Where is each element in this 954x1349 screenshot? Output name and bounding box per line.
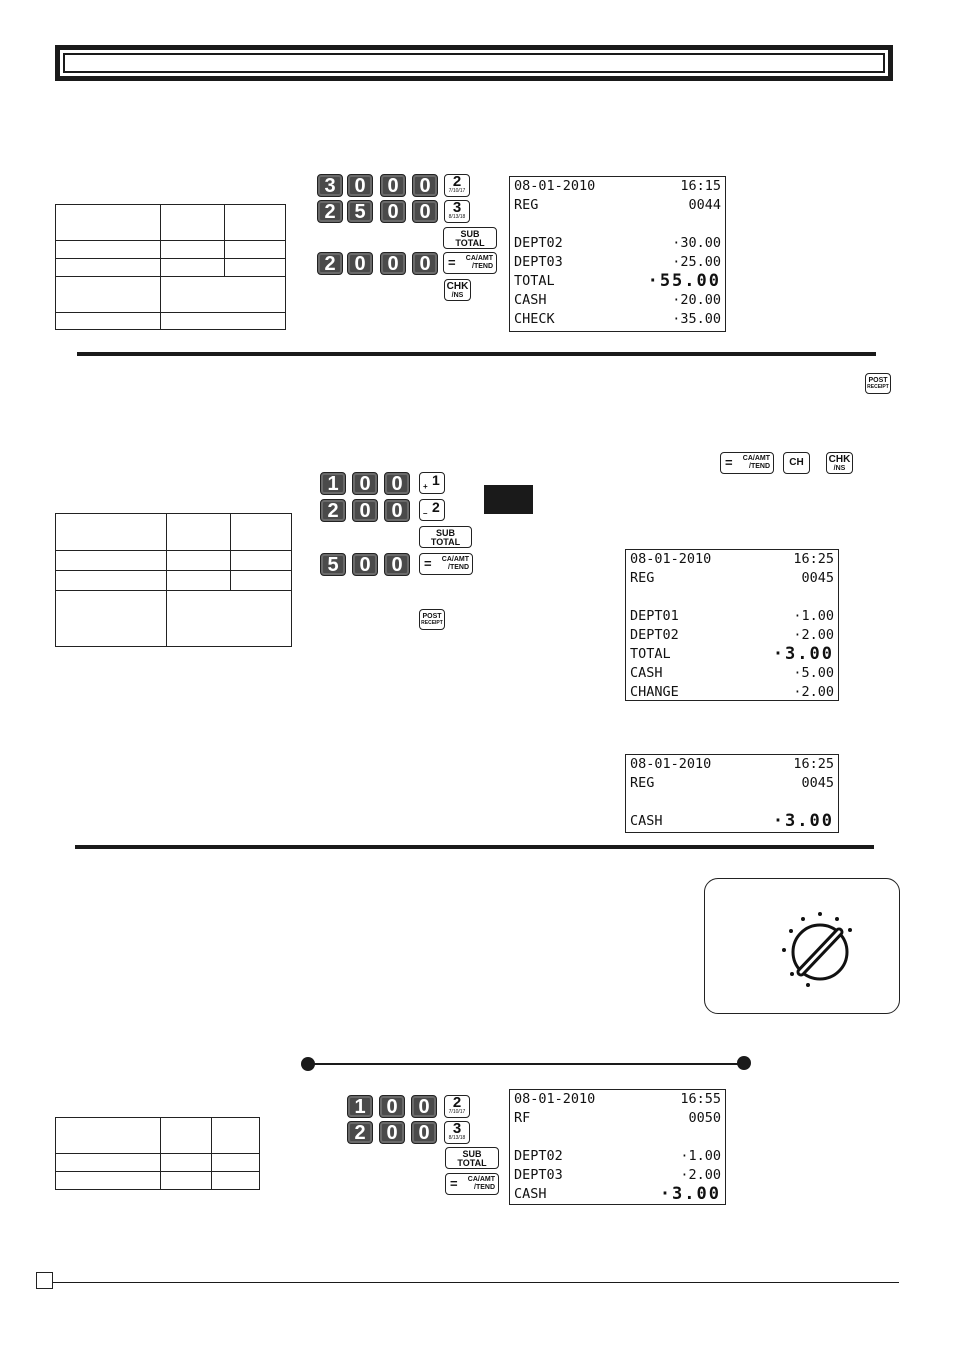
- tend-key[interactable]: = CA/AMT /TEND: [720, 452, 774, 474]
- numeric-key[interactable]: 0: [352, 499, 378, 522]
- sequence-line: [308, 1063, 744, 1065]
- post-key-bot: RECEIPT: [867, 384, 889, 390]
- tend-key-top: CA/AMT: [467, 1176, 495, 1183]
- post-key-top: POST: [422, 613, 442, 620]
- numeric-key[interactable]: 0: [347, 174, 373, 197]
- numeric-key[interactable]: 3: [317, 174, 343, 197]
- dept2-key-label: 2: [452, 173, 462, 190]
- chk-key-bot: /NS: [451, 292, 464, 299]
- dept1-key[interactable]: [419, 472, 445, 494]
- numeric-key[interactable]: 2: [320, 499, 346, 522]
- sec3-table: [55, 1117, 260, 1190]
- mode-indicator-box: [484, 485, 533, 514]
- numeric-key[interactable]: 0: [411, 1095, 437, 1118]
- dept2-key[interactable]: [444, 1095, 470, 1118]
- tend-key-bot: /TEND: [472, 263, 493, 270]
- chk-key[interactable]: [826, 452, 853, 474]
- sequence-end-dot: [737, 1056, 751, 1070]
- sec2-table: [55, 513, 292, 647]
- numeric-key[interactable]: 0: [347, 252, 373, 275]
- subtotal-key-bot: TOTAL: [457, 1158, 487, 1168]
- numeric-key[interactable]: 5: [347, 200, 373, 223]
- post-key-bot: RECEIPT: [421, 620, 443, 626]
- dept2-key-sub: –: [423, 509, 428, 518]
- dept2-key-label: 2: [452, 1094, 462, 1111]
- sec2-receipt-post: 08-01-2010 16:25 REG 0045 CASH ·3.00: [625, 754, 839, 833]
- numeric-key[interactable]: 0: [379, 1121, 405, 1144]
- mode-switch-dial-icon: [705, 879, 899, 1013]
- numeric-key[interactable]: 0: [411, 1121, 437, 1144]
- numeric-key[interactable]: 0: [380, 252, 406, 275]
- sec2-receipt-sale: 08-01-2010 16:25 REG 0045 DEPT01 ·1.00 DEPT02 ·2.00 TOTAL ·3.00 CASH ·5.00 CHANGE ·2.00: [625, 549, 839, 701]
- dept1-key-label: 1: [432, 472, 440, 488]
- dept3-key-label: 3: [452, 199, 462, 216]
- tend-key-top: CA/AMT: [742, 455, 770, 462]
- numeric-key[interactable]: 0: [412, 174, 438, 197]
- dept2-key-sub: 7/10/17: [448, 1109, 466, 1115]
- section-divider: [77, 352, 876, 356]
- numeric-key[interactable]: 0: [352, 553, 378, 576]
- subtotal-key-top: SUB: [460, 229, 480, 239]
- post-receipt-key[interactable]: [865, 373, 891, 394]
- tend-key[interactable]: = CA/AMT /TEND: [419, 553, 473, 575]
- dept1-key-sub: +: [423, 482, 428, 491]
- numeric-key[interactable]: 1: [320, 472, 346, 495]
- numeric-key[interactable]: 0: [384, 472, 410, 495]
- dept2-key[interactable]: [444, 174, 470, 197]
- tend-key-bot: /TEND: [749, 463, 770, 470]
- sec1-table: [55, 204, 286, 330]
- subtotal-key-top: SUB: [435, 528, 455, 538]
- tend-key-bot: /TEND: [474, 1184, 495, 1191]
- dept2-key-sub: 7/10/17: [448, 188, 466, 194]
- subtotal-key-top: SUB: [462, 1149, 482, 1159]
- numeric-key[interactable]: 2: [317, 252, 343, 275]
- dept3-key-sub: 8/13/18: [448, 214, 466, 220]
- numeric-key[interactable]: 0: [384, 553, 410, 576]
- chk-key-top: CHK: [828, 454, 851, 465]
- tend-key[interactable]: = CA/AMT /TEND: [443, 252, 497, 274]
- tend-key-bot: /TEND: [448, 564, 469, 571]
- dept3-key[interactable]: [444, 200, 470, 223]
- chk-key-top: CHK: [446, 281, 469, 292]
- subtotal-key-bot: TOTAL: [430, 537, 461, 547]
- subtotal-key[interactable]: [443, 227, 497, 249]
- numeric-key[interactable]: 0: [380, 200, 406, 223]
- tend-key-top: CA/AMT: [441, 556, 469, 563]
- numeric-key[interactable]: 2: [347, 1121, 373, 1144]
- post-key-top: POST: [868, 377, 888, 384]
- dept2-key-label: 2: [432, 499, 440, 515]
- section-divider: [75, 845, 874, 849]
- chk-key-bot: /NS: [833, 465, 846, 472]
- numeric-key[interactable]: 0: [384, 499, 410, 522]
- numeric-key[interactable]: 0: [379, 1095, 405, 1118]
- numeric-key[interactable]: 5: [320, 553, 346, 576]
- page-number-box: [36, 1272, 53, 1289]
- numeric-key[interactable]: 2: [317, 200, 343, 223]
- page-title-frame: [55, 45, 893, 81]
- dept3-key-label: 3: [452, 1120, 462, 1137]
- post-receipt-key[interactable]: [419, 609, 445, 630]
- dept3-key-sub: 8/13/18: [448, 1135, 466, 1141]
- numeric-key[interactable]: 1: [347, 1095, 373, 1118]
- numeric-key[interactable]: 0: [412, 200, 438, 223]
- dept2-key[interactable]: [419, 499, 445, 521]
- dept3-key[interactable]: [444, 1121, 470, 1144]
- subtotal-key-bot: TOTAL: [455, 238, 485, 248]
- tend-key[interactable]: = CA/AMT /TEND: [445, 1173, 499, 1195]
- numeric-key[interactable]: 0: [412, 252, 438, 275]
- chk-key[interactable]: [444, 279, 471, 301]
- footer-rule: [53, 1282, 899, 1283]
- tend-key-top: CA/AMT: [465, 255, 493, 262]
- numeric-key[interactable]: 0: [352, 472, 378, 495]
- sec1-receipt: 08-01-2010 16:15 REG 0044 DEPT02 ·30.00 DEPT03 ·25.00 TOTAL ·55.00 CASH ·20.00 CHECK ·35.00: [509, 176, 726, 332]
- numeric-key[interactable]: 0: [380, 174, 406, 197]
- mode-switch-panel: [704, 878, 900, 1014]
- sec3-receipt-refund: 08-01-2010 16:55 RF 0050 DEPT02 ·1.00 DEPT03 ·2.00 CASH ·3.00: [509, 1089, 726, 1205]
- ch-key[interactable]: CH: [783, 452, 810, 474]
- subtotal-key[interactable]: [445, 1147, 499, 1169]
- subtotal-key[interactable]: [419, 526, 472, 548]
